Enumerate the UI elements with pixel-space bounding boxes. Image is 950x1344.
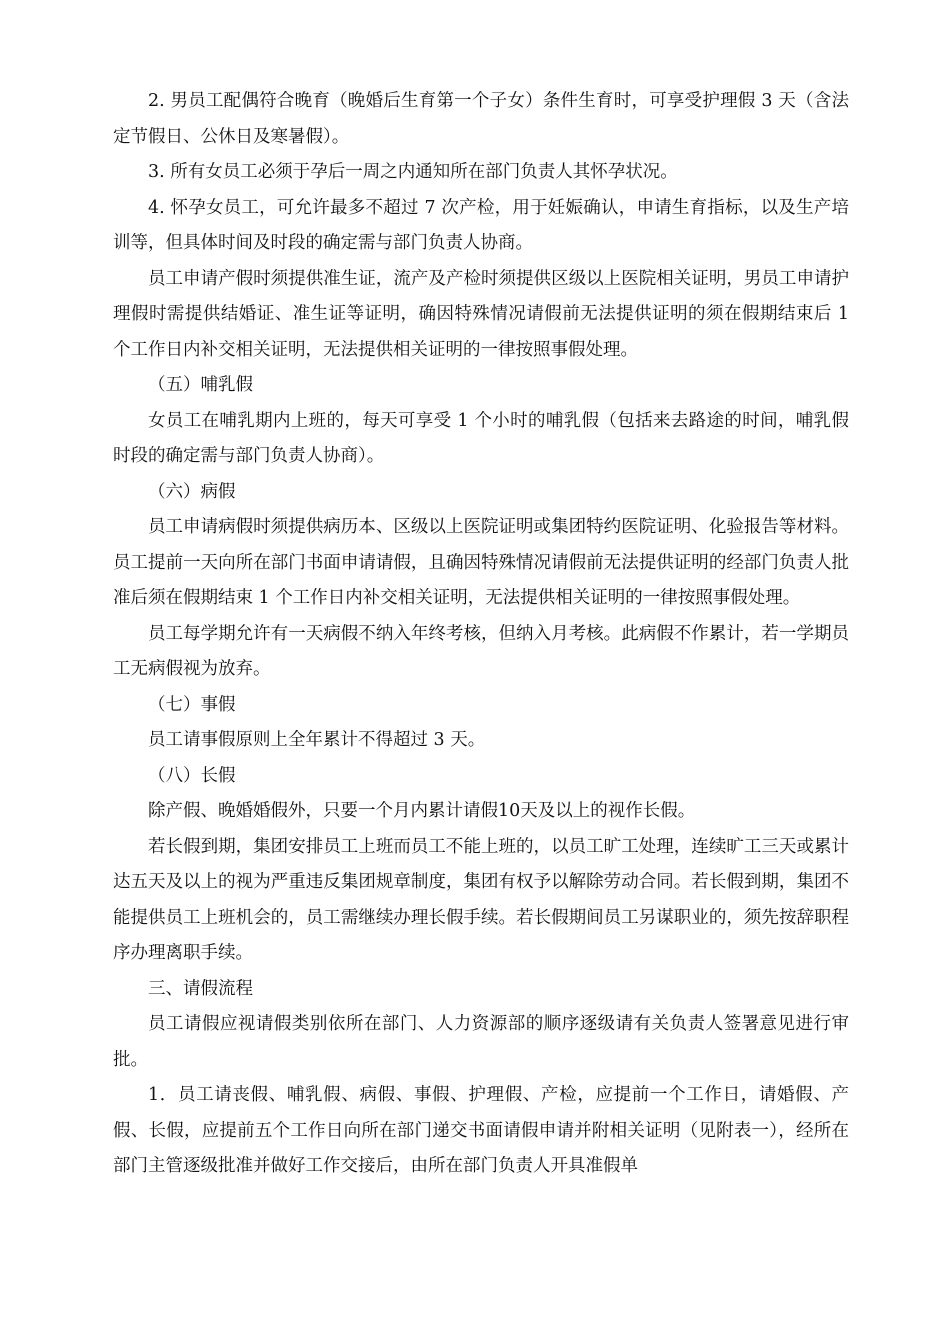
- heading-long-leave: （八）长假: [148, 765, 236, 786]
- heading-personal-leave: （七）事假: [148, 694, 236, 715]
- heading-leave-procedure: 三、请假流程: [148, 978, 253, 999]
- paragraph-sick-leave-assessment: 员工每学期允许有一天病假不纳入年终考核，但纳入月考核。此病假不作累计，若一学期员工无病假视为放弃。: [113, 623, 849, 679]
- paragraph-prenatal-checkups: 4. 怀孕女员工，可允许最多不超过 7 次产检，用于妊娠确认，申请生育指标，以及生产培训等，但具体时间及时段的确定需与部门负责人协商。: [113, 197, 849, 253]
- paragraph-pregnancy-notice: 3. 所有女员工必须于孕后一周之内通知所在部门负责人其怀孕状况。: [148, 162, 678, 182]
- heading-nursing-leave: （五）哺乳假: [148, 375, 253, 395]
- paragraph-approval-order: 员工请假应视请假类别依所在部门、人力资源部的顺序逐级请有关负责人签署意见进行审批。: [113, 1014, 849, 1070]
- paragraph-paternity-leave: 2. 男员工配偶符合晚育（晚婚后生育第一个子女）条件生育时，可享受护理假 3 天（含法定节假日、公休日及寒暑假）。: [113, 91, 849, 147]
- paragraph-personal-leave: 员工请事假原则上全年累计不得超过 3 天。: [148, 730, 486, 750]
- paragraph-advance-notice: 1．员工请丧假、哺乳假、病假、事假、护理假、产检，应提前一个工作日，请婚假、产假、长假，应提前五个工作日向所在部门递交书面请假申请并附相关证明（见附表一），经所在部门主管逐级批准并做好工作交接后，由所在部门负责人开具准假单: [113, 1085, 849, 1176]
- heading-sick-leave: （六）病假: [148, 481, 236, 502]
- paragraph-long-leave-definition: 除产假、晚婚婚假外，只要一个月内累计请假10天及以上的视作长假。: [148, 801, 696, 821]
- paragraph-nursing-leave: 女员工在哺乳期内上班的，每天可享受 1 个小时的哺乳假（包括来去路途的时间，哺乳假时段的确定需与部门负责人协商）。: [113, 410, 849, 466]
- document-body: [113, 84, 849, 1185]
- paragraph-maternity-proof: 员工申请产假时须提供准生证，流产及产检时须提供区级以上医院相关证明，男员工申请护理假时需提供结婚证、准生证等证明，确因特殊情况请假前无法提供证明的须在假期结束后 1 个工作日内补交相关证明，无法提供相关证明的一律按照事假处理。: [113, 268, 849, 360]
- paragraph-sick-leave-proof: 员工申请病假时须提供病历本、区级以上医院证明或集团特约医院证明、化验报告等材料。员工提前一天向所在部门书面申请请假，且确因特殊情况请假前无法提供证明的经部门负责人批准后须在假期结束 1 个工作日内补交相关证明，无法提供相关证明的一律按照事假处理。: [113, 517, 849, 608]
- paragraph-long-leave-expiry: 若长假到期，集团安排员工上班而员工不能上班的，以员工旷工处理，连续旷工三天或累计达五天及以上的视为严重违反集团规章制度，集团有权予以解除劳动合同。若长假到期，集团不能提供员工上班机会的，员工需继续办理长假手续。若长假期间员工另谋职业的，须先按辞职程序办理离职手续。: [113, 836, 849, 963]
